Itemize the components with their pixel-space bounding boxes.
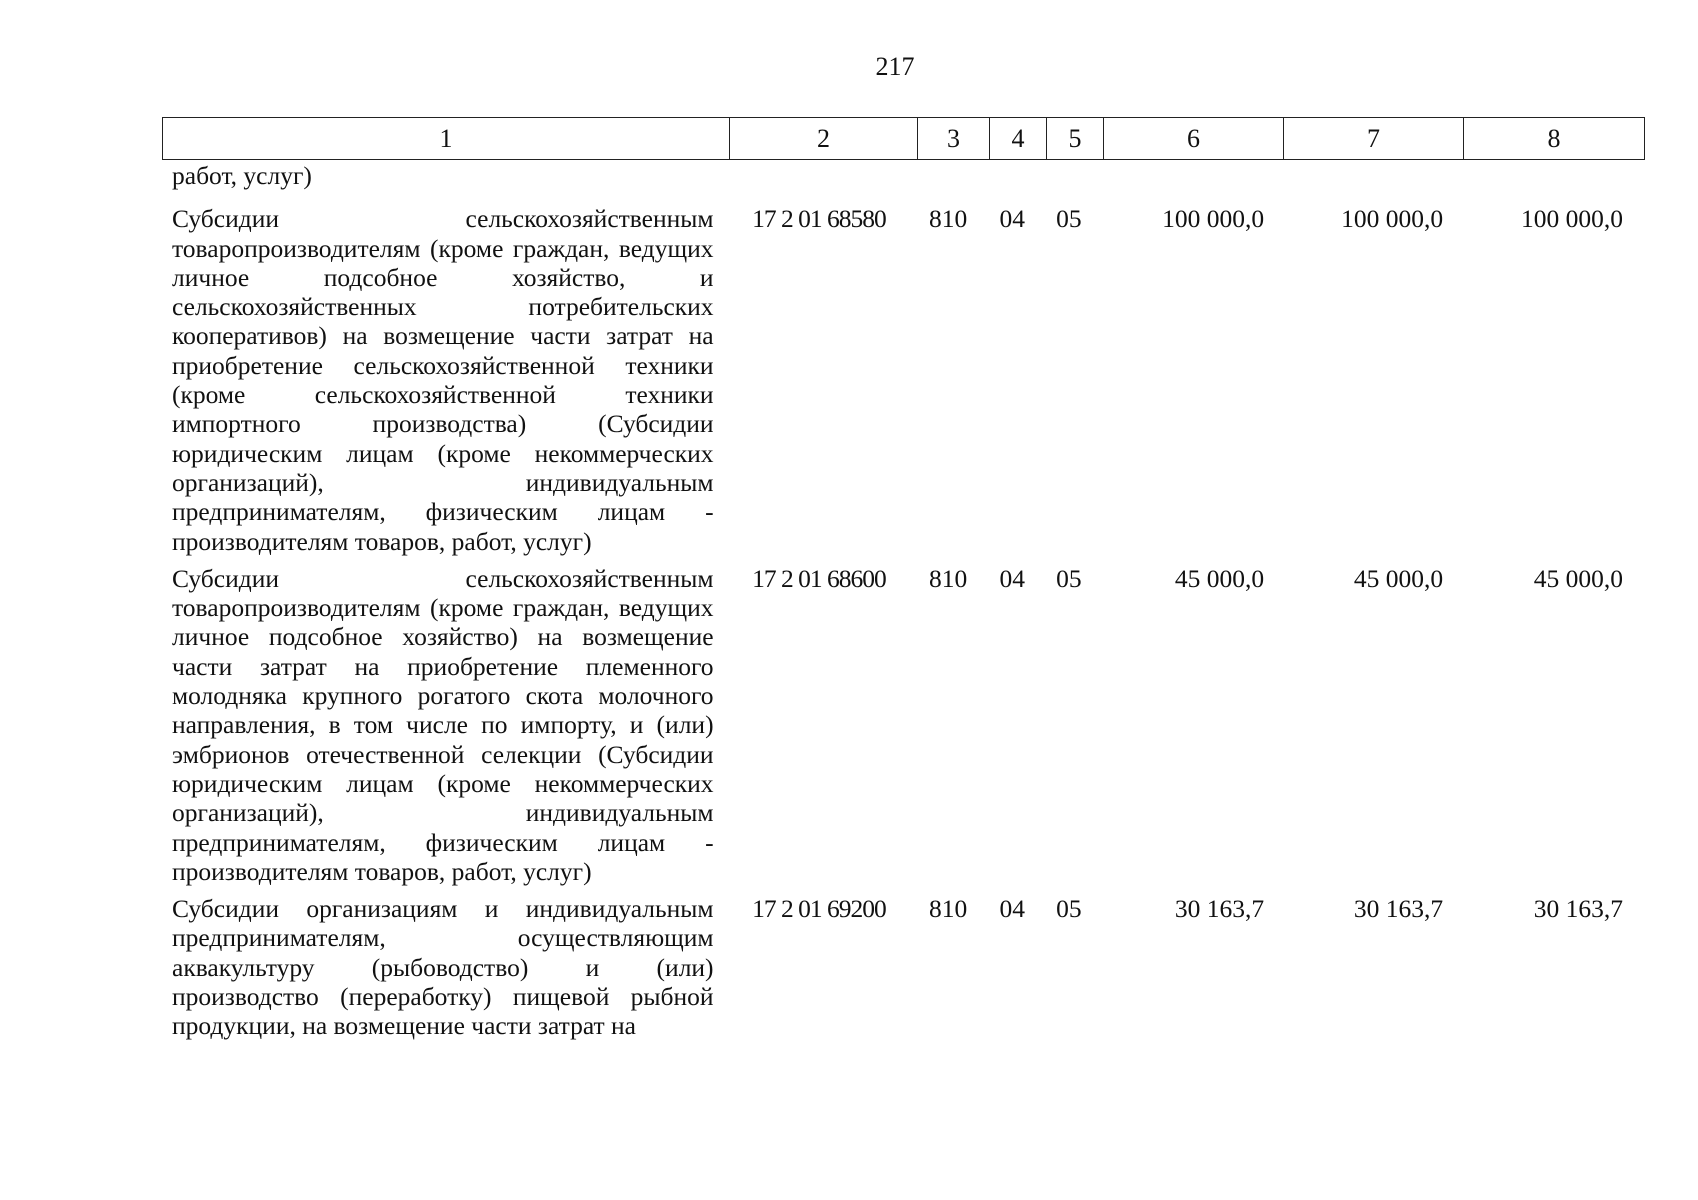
row-amount-year-3: 100 000,0 (1521, 204, 1624, 234)
row-expense-type: 810 (929, 563, 968, 593)
table-row (162, 564, 1635, 886)
row-amount-year-1: 45 000,0 (1174, 563, 1265, 593)
column-header-4: 4 (990, 118, 1047, 160)
table-row (162, 894, 1635, 1040)
row-description: Субсидии сельскохозяйственным товаропроизводителям (кроме граждан, ведущих личное подсобное хозяйство, и сельскохозяйственных потребительских кооперативов) на возмещение части затрат на приобретение сельскохозяйственной техники (кроме сельскохозяйственной техники импортного производства) (Субсидии юридическим лицам (кроме некоммерческих организаций), индивидуальным предпринимателям, физическим лицам - производителям товаров, работ, услуг) (172, 204, 714, 556)
column-header-6: 6 (1104, 118, 1284, 160)
row-subsection: 05 (1056, 204, 1082, 234)
row-section: 04 (999, 563, 1025, 593)
column-header-3: 3 (918, 118, 990, 160)
row-amount-year-3: 45 000,0 (1533, 563, 1624, 593)
row-section: 04 (999, 204, 1025, 234)
row-expense-type: 810 (929, 894, 968, 924)
column-header-table (162, 117, 1645, 160)
row-amount-year-2: 45 000,0 (1353, 563, 1444, 593)
row-section: 04 (999, 894, 1025, 924)
row-target-code: 17 2 01 68580 (752, 204, 886, 234)
row-description: Субсидии сельскохозяйственным товаропроизводителям (кроме граждан, ведущих личное подсобное хозяйство) на возмещение части затрат на приобретение племенного молодняка крупного рогатого скота молочного направления, в том числе по импорту, и (или) эмбрионов отечественной селекции (Субсидии юридическим лицам (кроме некоммерческих организаций), индивидуальным предпринимателям, физическим лицам - производителям товаров, работ, услуг) (172, 563, 714, 886)
row-subsection: 05 (1056, 563, 1082, 593)
row-target-code: 17 2 01 69200 (752, 894, 886, 924)
row-description: Субсидии организациям и индивидуальным предпринимателям, осуществляющим аквакультуру (рыбоводство) и (или) производство (переработку) пищевой рыбной продукции, на возмещение части затрат на (172, 894, 714, 1041)
column-header-row (163, 118, 1645, 160)
row-amount-year-3: 30 163,7 (1533, 894, 1624, 924)
row-amount-year-2: 30 163,7 (1353, 894, 1444, 924)
row-amount-year-1: 100 000,0 (1162, 204, 1265, 234)
page-number: 217 (875, 52, 915, 81)
table-row (162, 204, 1635, 556)
row-subsection: 05 (1056, 894, 1082, 924)
row-amount-year-2: 100 000,0 (1341, 204, 1444, 234)
continuation-row (162, 161, 1635, 190)
row-amount-year-1: 30 163,7 (1174, 894, 1265, 924)
budget-table-body (162, 161, 1635, 1041)
continuation-text: работ, услуг) (172, 161, 312, 190)
column-header-5: 5 (1047, 118, 1104, 160)
column-header-2: 2 (730, 118, 918, 160)
column-header-7: 7 (1284, 118, 1464, 160)
row-expense-type: 810 (929, 204, 968, 234)
row-target-code: 17 2 01 68600 (752, 563, 886, 593)
column-header-8: 8 (1464, 118, 1645, 160)
column-header-1: 1 (163, 118, 730, 160)
